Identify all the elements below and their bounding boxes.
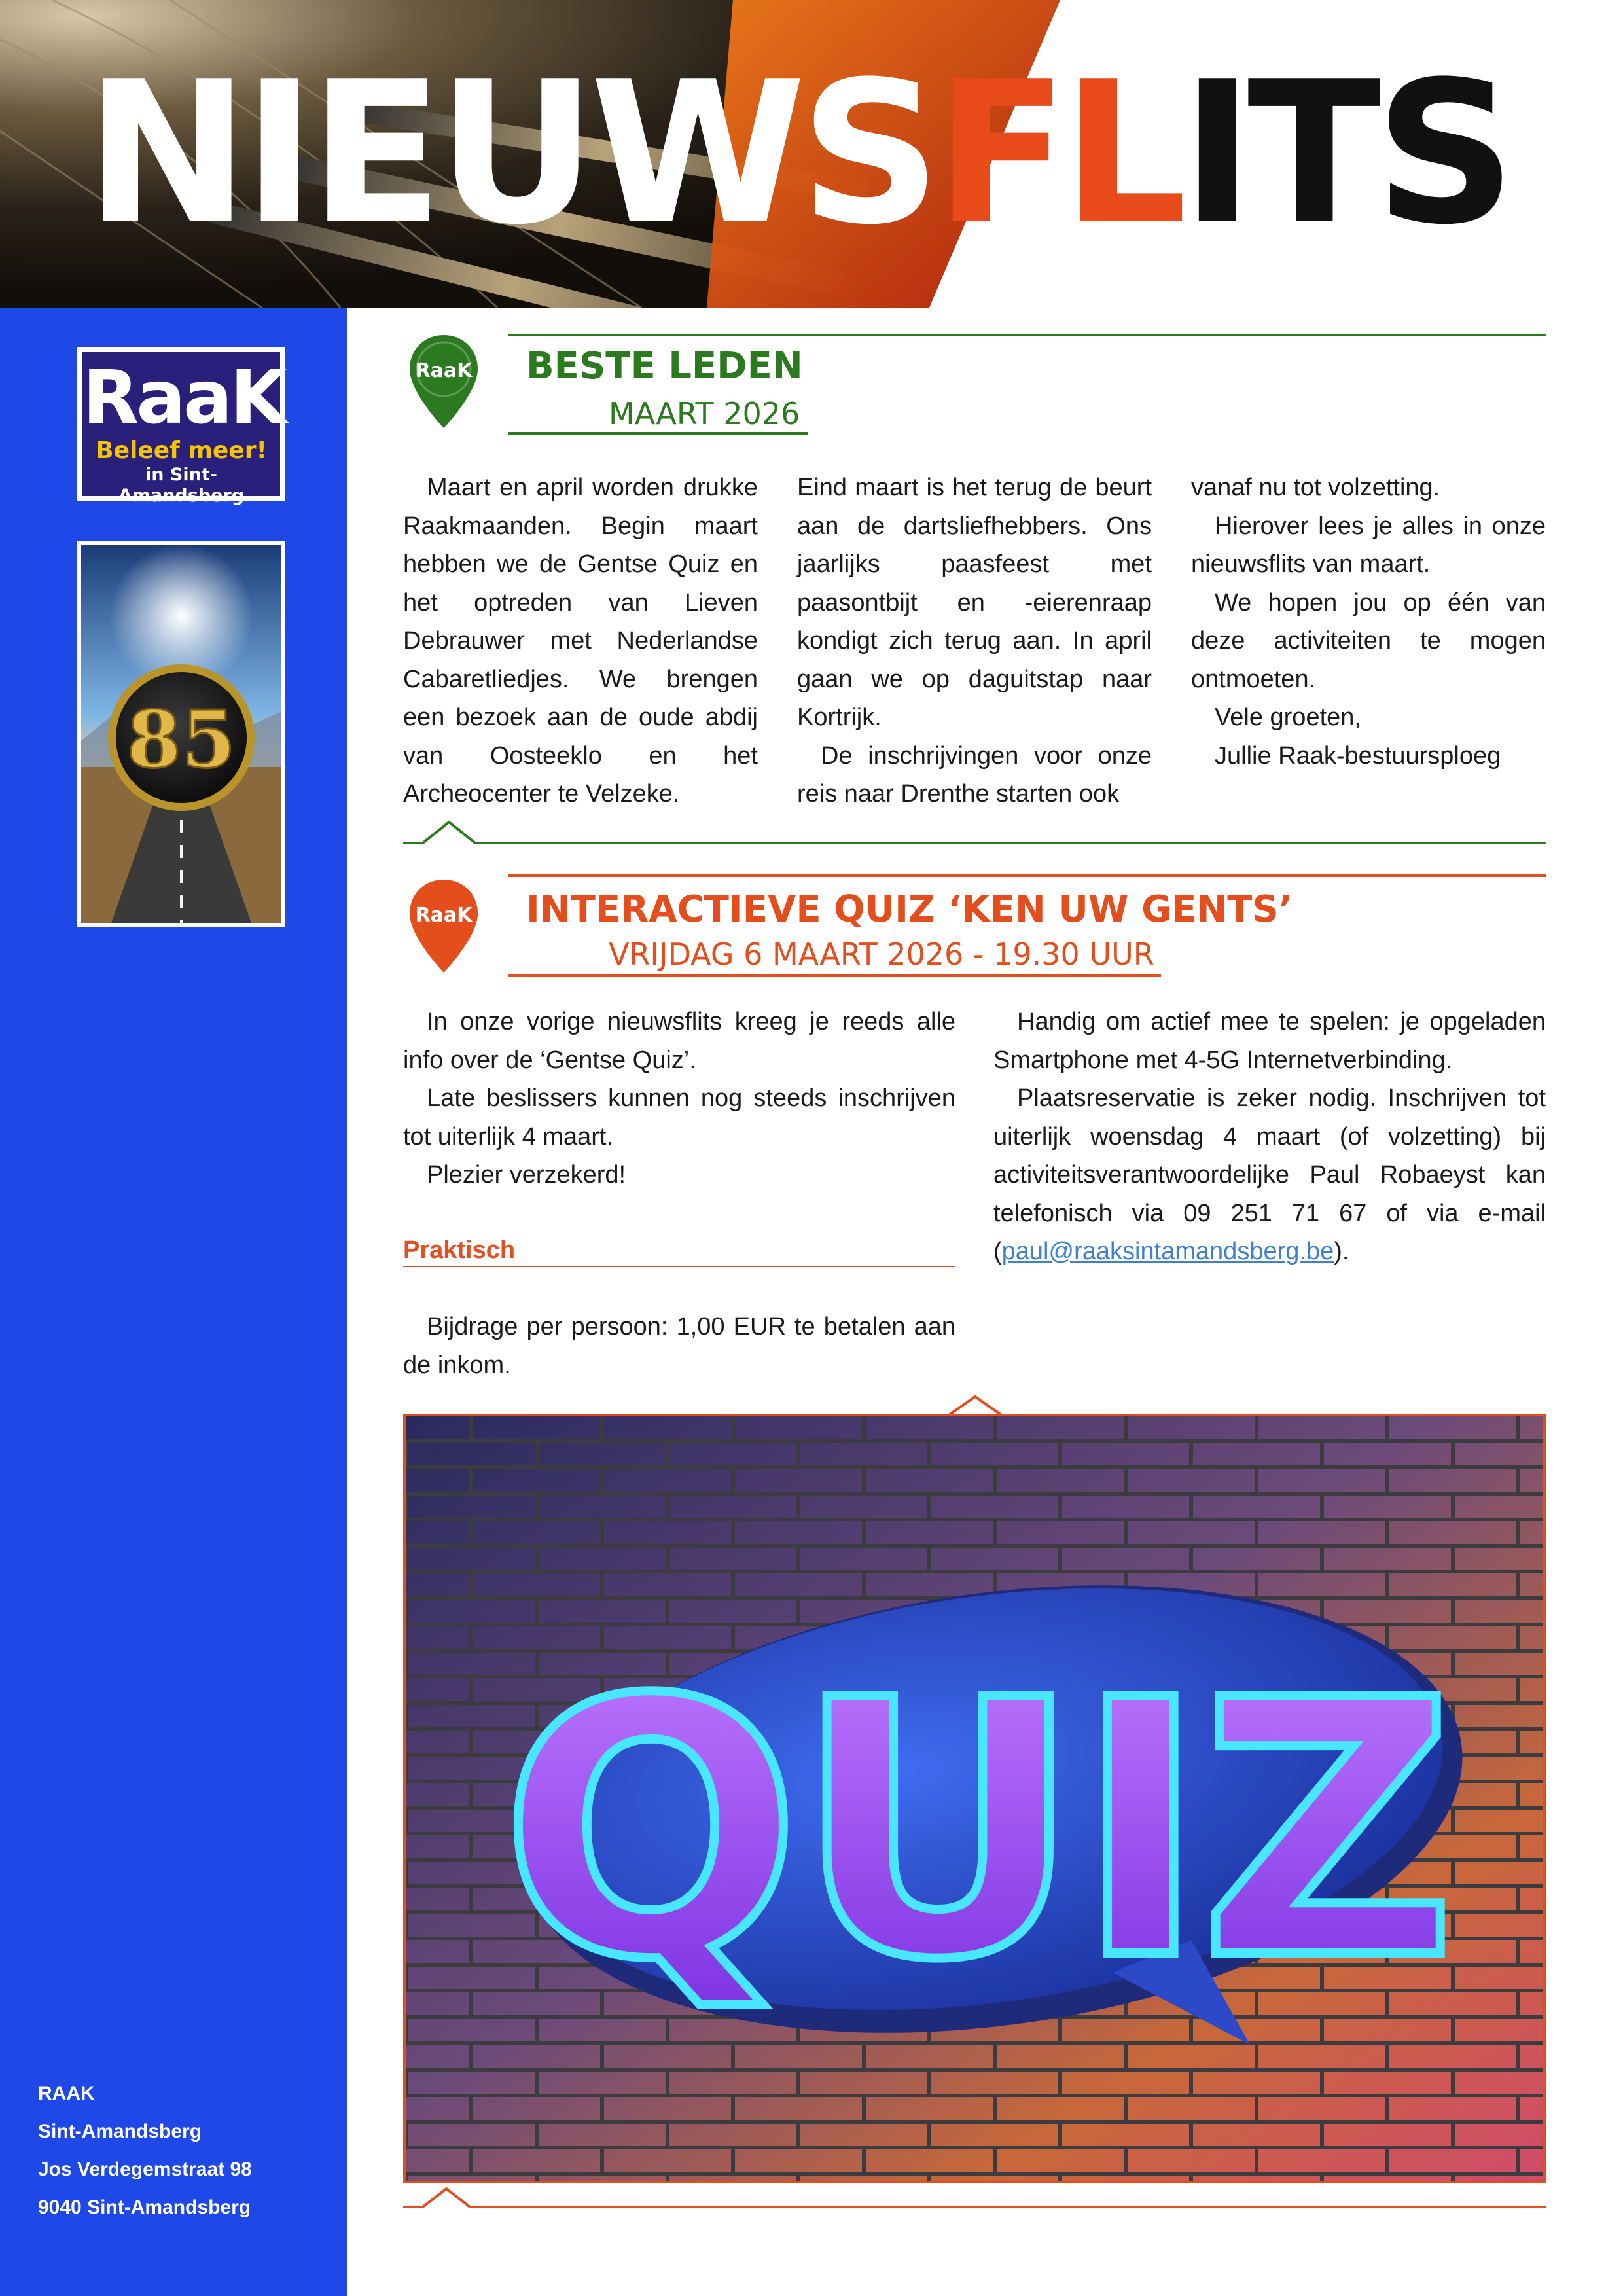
- section1-subtitle-rule: [508, 432, 808, 435]
- section2-bottom-rule: [403, 2185, 1546, 2211]
- section1-column-2: [797, 469, 1152, 814]
- masthead-title: [85, 39, 1510, 268]
- section1-paragraph: We hopen jou op één van deze activiteiten te mogen ontmoeten.: [1191, 588, 1546, 693]
- section1-top-rule: [508, 334, 1546, 336]
- raak-logo-location: in Sint-Amandsberg: [118, 465, 245, 506]
- address-line-3: Jos Verdegemstraat 98: [38, 2159, 252, 2180]
- section2-title: INTERACTIEVE QUIZ ‘KEN UW GENTS’: [526, 888, 1293, 931]
- section1-title: BESTE LEDEN: [526, 345, 803, 387]
- raak-logo-tagline: Beleef meer!: [96, 437, 267, 464]
- section1-paragraph: Vele groeten,: [1215, 704, 1361, 731]
- pin-label: RaaK: [415, 904, 473, 927]
- address-line-4: 9040 Sint-Amandsberg: [38, 2197, 251, 2218]
- address-line-2: Sint-Amandsberg: [38, 2121, 202, 2142]
- section2-column-right: [993, 1003, 1546, 1271]
- section2-subtitle: VRIJDAG 6 MAART 2026 - 19.30 UUR: [609, 937, 1154, 972]
- section1-column-3: [1191, 469, 1546, 775]
- section2-column-left: [403, 1003, 955, 1194]
- section2-paragraph: Bijdrage per persoon: 1,00 EUR te betalen aan de inkom.: [403, 1313, 955, 1379]
- section1-paragraph: Maart en april worden drukke Raakmaanden. Begin maart hebben we de Gentse Quiz en het optreden van Lieven Debrauwer met Nederlandse Cabaretliedjes. We brengen een bezoek aan de oude abdij van Oosteeklo en het Archeocenter te Velzeke.: [403, 474, 758, 808]
- registration-text-end: ).: [1334, 1238, 1349, 1265]
- raak-pin-icon: [406, 332, 482, 431]
- section1-paragraph: Jullie Raak-bestuursploeg: [1215, 742, 1501, 770]
- address-block: [38, 2075, 252, 2227]
- quiz-text: QUIZ: [500, 1626, 1450, 2037]
- praktisch-heading: Praktisch: [403, 1236, 516, 1264]
- section1-column-1: [403, 469, 758, 814]
- section2-subtitle-rule: [508, 974, 1161, 977]
- section2-paragraph: In onze vorige nieuwsflits kreeg je reeds alle info over de ‘Gentse Quiz’.: [403, 1008, 955, 1074]
- raak-logo-word: RaaK: [82, 355, 285, 440]
- section1-paragraph: De inschrijvingen voor onze reis naar Drenthe starten ook: [797, 742, 1152, 808]
- masthead-part-2: FL: [935, 39, 1181, 268]
- masthead-banner: [0, 0, 1623, 308]
- section2-paragraph: [993, 1079, 1546, 1271]
- quiz-illustration: [403, 1414, 1546, 2183]
- section2-paragraph: Plezier verzekerd!: [427, 1161, 626, 1189]
- section2-top-rule: [508, 874, 1546, 877]
- section1-bottom-rule: [403, 817, 1546, 846]
- quiz-brick-wall: [406, 1416, 1543, 2181]
- section2-column-left-practical: [403, 1308, 955, 1384]
- masthead-part-3: ITS: [1181, 39, 1510, 268]
- section2-paragraph: Handig om actief mee te spelen: je opgeladen Smartphone met 4-5G Internetverbinding.: [993, 1008, 1546, 1074]
- section2-paragraph: Late beslissers kunnen nog steeds inschrijven tot uiterlijk 4 maart.: [403, 1085, 955, 1151]
- section1-paragraph: Hierover lees je alles in onze nieuwsflits van maart.: [1191, 512, 1546, 578]
- registration-text: Plaatsreservatie is zeker nodig. Inschrijven tot uiterlijk woensdag 4 maart (of volzetting) bij activiteitsverantwoordelijke Paul Robaeyst kan telefonisch via 09 251 71 67 of via e-mail (: [993, 1085, 1546, 1265]
- masthead-part-1: NIEUWS: [85, 39, 935, 268]
- raak-pin-icon: [406, 877, 482, 975]
- anniversary-85-image: [81, 545, 281, 923]
- anniversary-number: 85: [126, 694, 236, 786]
- email-link[interactable]: paul@raaksintamandsberg.be: [1001, 1238, 1334, 1265]
- section1-paragraph: Eind maart is het terug de beurt aan de dartsliefhebbers. Ons jaarlijks paasfeest met paasontbijt en -eierenraap kondigt zich terug aan. In april gaan we op daguitstap naar Kortrijk.: [797, 474, 1152, 731]
- section1-subtitle: MAART 2026: [609, 396, 800, 431]
- quiz-frame-notch: [942, 1393, 1008, 1416]
- section1-paragraph: vanaf nu tot volzetting.: [1191, 474, 1440, 501]
- pin-label: RaaK: [415, 359, 473, 382]
- praktisch-rule: [403, 1266, 955, 1267]
- address-line-1: RAAK: [38, 2083, 95, 2104]
